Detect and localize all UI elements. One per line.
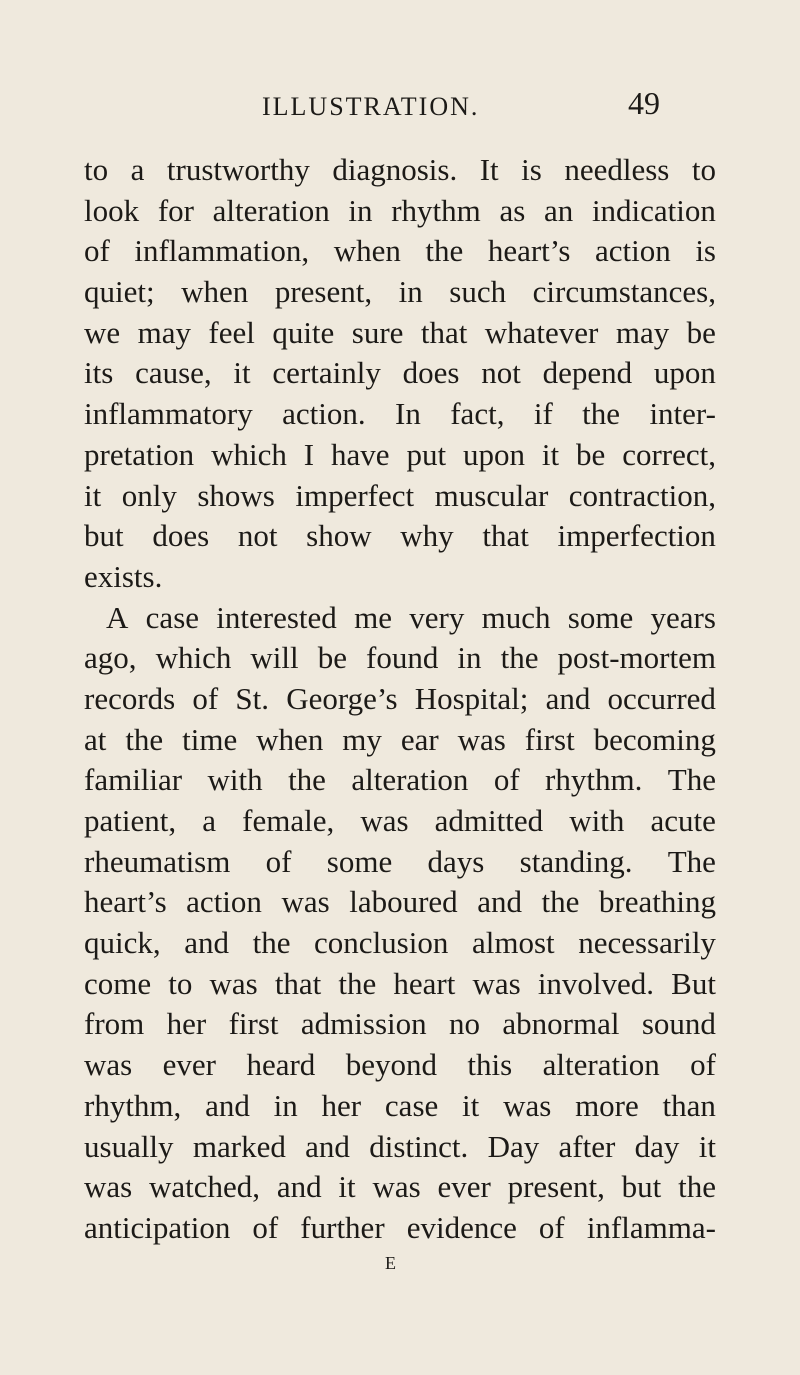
text-line: heart’s action was laboured and the breathing (84, 884, 716, 920)
text-line: pretation which I have put upon it be correct, (84, 436, 716, 472)
text-line: A case interested me very much some years (106, 599, 716, 635)
text-line: ago, which will be found in the post-mortem (84, 640, 716, 676)
text-line: exists. (84, 558, 163, 594)
text-line: usually marked and distinct. Day after day it (84, 1128, 716, 1164)
text-line: come to was that the heart was involved. But (84, 965, 716, 1001)
text-line: quiet; when present, in such circumstances, (84, 274, 716, 310)
text-line: familiar with the alteration of rhythm. The (84, 762, 716, 798)
text-line: rheumatism of some days standing. The (84, 843, 716, 879)
text-line: patient, a female, was admitted with acute (84, 803, 716, 838)
text-line: of inflammation, when the heart’s action is (84, 233, 716, 269)
text-line: its cause, it certainly does not depend upon (84, 355, 716, 391)
text-line: but does not show why that imperfection (84, 518, 716, 554)
text-line: from her first admission no abnormal sound (84, 1006, 716, 1042)
running-head (0, 86, 800, 126)
text-line: to a trustworthy diagnosis. It is needless to (84, 152, 716, 187)
body-text (84, 150, 716, 1249)
signature-mark: E (385, 1253, 396, 1273)
text-line: at the time when my ear was first becoming (84, 721, 716, 757)
text-line: we may feel quite sure that whatever may be (84, 314, 716, 350)
text-line: was watched, and it was ever present, but the (84, 1169, 716, 1205)
text-line: was ever heard beyond this alteration of (84, 1047, 716, 1083)
text-line: it only shows imperfect muscular contraction, (84, 477, 716, 513)
text-line: look for alteration in rhythm as an indication (84, 192, 716, 228)
page-number: 49 (628, 85, 660, 121)
running-title: ILLUSTRATION. (262, 92, 480, 121)
text-line: records of St. George’s Hospital; and occurred (84, 680, 716, 716)
text-line: quick, and the conclusion almost necessarily (84, 925, 716, 961)
text-line: rhythm, and in her case it was more than (84, 1087, 716, 1123)
text-line: anticipation of further evidence of inflamma- (84, 1209, 716, 1245)
text-line: inflammatory action. In fact, if the inter- (84, 396, 716, 432)
